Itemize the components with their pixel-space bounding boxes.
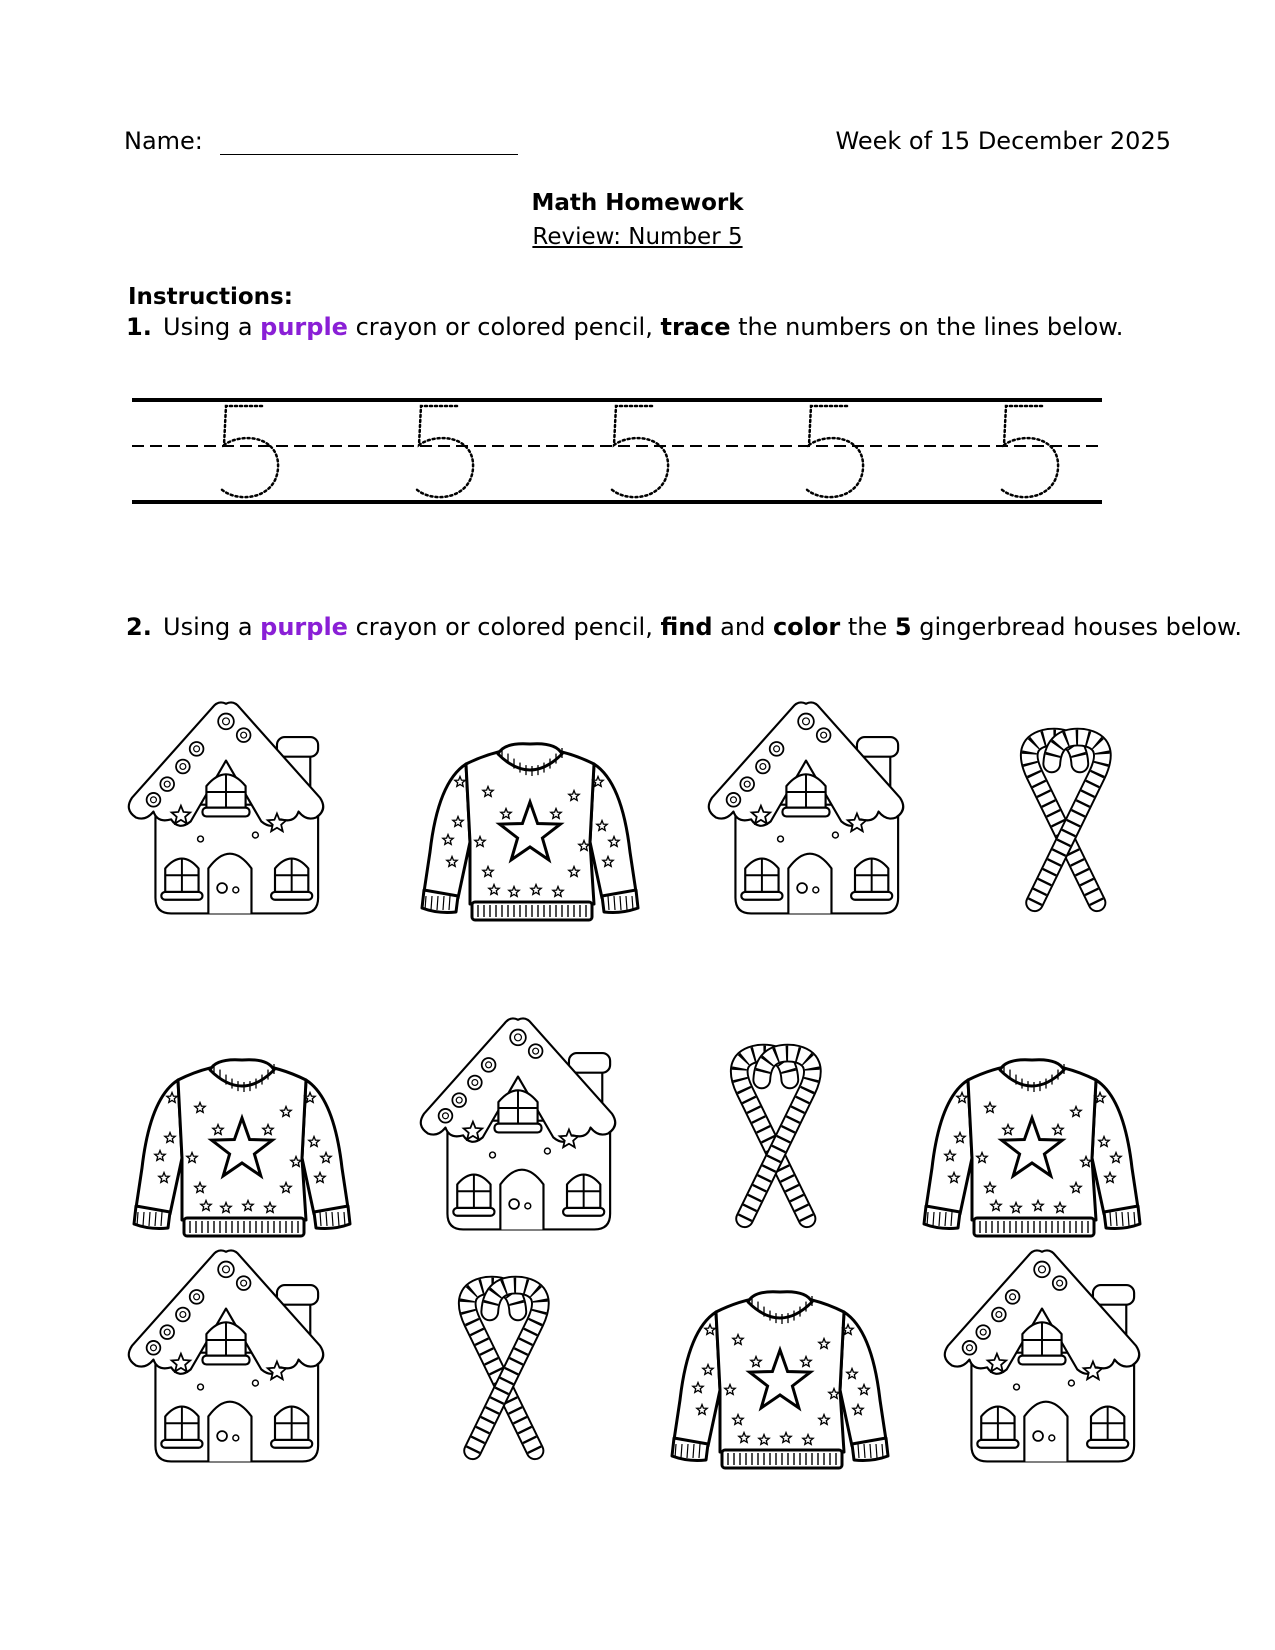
week-date: Week of 15 December 2025: [835, 127, 1171, 155]
trace-five[interactable]: [805, 406, 863, 497]
step-verb: find: [660, 613, 713, 641]
step-verb: color: [772, 613, 841, 641]
step-text: crayon or colored pencil,: [347, 313, 661, 341]
candy-canes-icon[interactable]: [739, 1053, 812, 1219]
candy-canes-icon[interactable]: [1029, 737, 1102, 903]
step-text: Using a: [163, 313, 261, 341]
tracing-area[interactable]: [0, 0, 1275, 520]
ugly-sweater-icon[interactable]: [134, 1060, 350, 1236]
ugly-sweater-icon[interactable]: [924, 1060, 1140, 1236]
handwriting-lines: [132, 400, 1102, 502]
gingerbread-house-icon[interactable]: [709, 702, 903, 913]
trace-five[interactable]: [220, 406, 278, 497]
subtitle-text: Review: Number 5: [532, 224, 743, 250]
name-label: Name:: [124, 127, 203, 155]
step-text: Using a: [163, 613, 261, 641]
step-text: the: [840, 613, 895, 641]
instruction-step-2: [126, 613, 1242, 641]
target-count: 5: [894, 613, 912, 641]
instructions-heading: Instructions:: [128, 284, 293, 310]
ugly-sweater-icon[interactable]: [672, 1292, 888, 1468]
page-title: Math Homework: [531, 190, 744, 216]
step-text: and: [712, 613, 773, 641]
step-number: 1.: [126, 313, 152, 341]
trace-five[interactable]: [610, 406, 668, 497]
color-word: purple: [260, 313, 348, 341]
traceable-fives: [220, 406, 1058, 497]
candy-canes-icon[interactable]: [467, 1285, 540, 1451]
step-text: crayon or colored pencil,: [347, 613, 661, 641]
trace-five[interactable]: [415, 406, 473, 497]
gingerbread-house-icon[interactable]: [945, 1250, 1139, 1461]
step-number: 2.: [126, 613, 152, 641]
ugly-sweater-icon[interactable]: [422, 744, 638, 920]
gingerbread-house-icon[interactable]: [421, 1018, 615, 1229]
gingerbread-house-icon[interactable]: [129, 1250, 323, 1461]
gingerbread-house-icon[interactable]: [129, 702, 323, 913]
step-text: gingerbread houses below.: [911, 613, 1243, 641]
trace-five[interactable]: [1000, 406, 1058, 497]
step-text: the numbers on the lines below.: [730, 313, 1124, 341]
color-word: purple: [260, 613, 348, 641]
step-verb: trace: [660, 313, 731, 341]
